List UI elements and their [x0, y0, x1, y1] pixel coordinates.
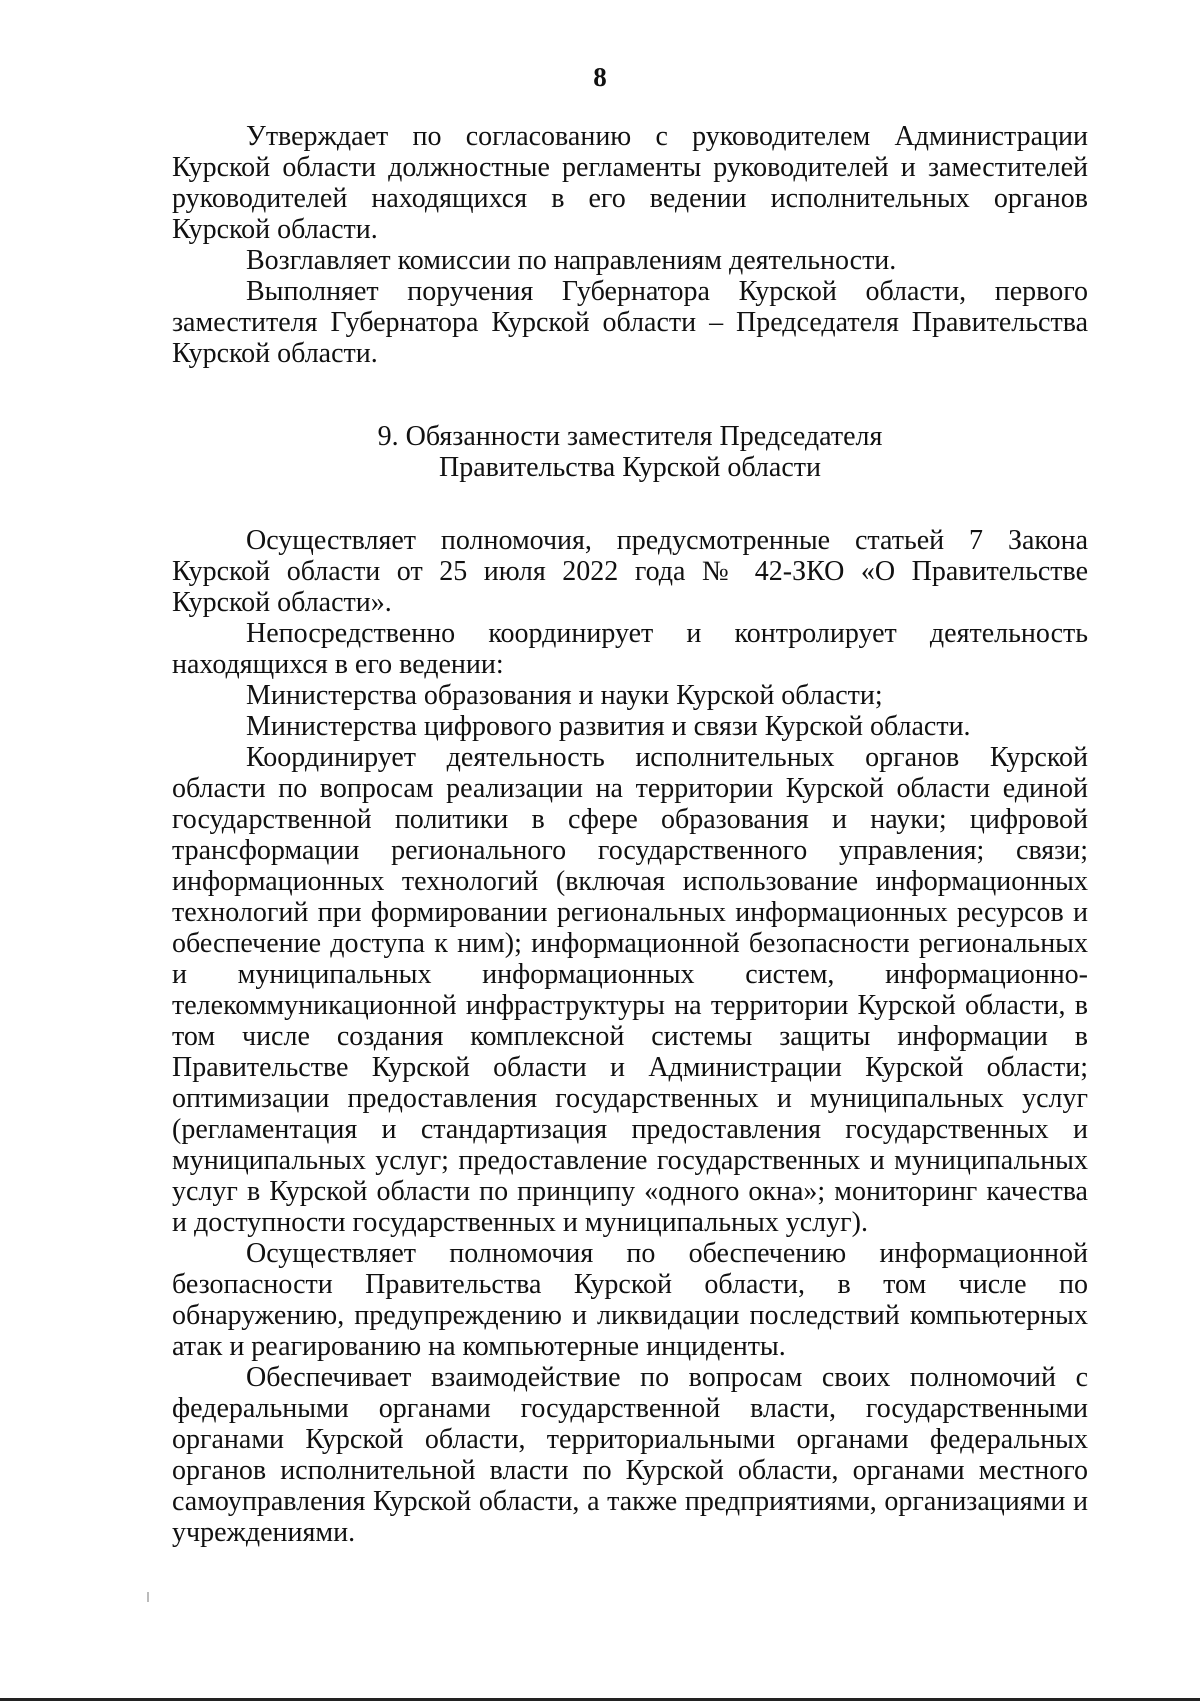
- paragraph-interaction: Обеспечивает взаимодействие по вопросам своих полномочий с федеральными органами государственной власти, государственными органами Курской области, территориальными органами федеральных органов исполнительной власти по Курской области, органами местного самоуправления Курской области, а также предприятиями, организациями и учреждениями.: [172, 1362, 1088, 1548]
- list-item-ministry-digital: Министерства цифрового развития и связи Курской области.: [246, 711, 971, 742]
- paragraph-information-security: Осуществляет полномочия по обеспечению информационной безопасности Правительства Курской области, в том числе по обнаружению, предупреждению и ликвидации последствий компьютерных атак и реагированию на компьютерные инциденты.: [172, 1238, 1088, 1362]
- document-body: [172, 121, 1088, 1548]
- paragraph-executes-orders: Выполняет поручения Губернатора Курской области, первого заместителя Губернатора Курской области – Председателя Правительства Курской области.: [172, 276, 1088, 369]
- paragraph-coordinates-directly: Непосредственно координирует и контролирует деятельность находящихся в его ведении:: [172, 618, 1088, 680]
- page-number: 8: [593, 62, 607, 92]
- list-item-ministry-education: Министерства образования и науки Курской области;: [246, 680, 883, 711]
- page-bottom-edge: [0, 1698, 1200, 1701]
- paragraph-exercises-powers: Осуществляет полномочия, предусмотренные статьей 7 Закона Курской области от 25 июля 2022 года № 42-ЗКО «О Правительстве Курской области».: [172, 525, 1088, 618]
- section-heading: [172, 421, 1088, 483]
- scan-artifact: [147, 1592, 149, 1602]
- paragraph-approves-regulations: Утверждает по согласованию с руководителем Администрации Курской области должностные регламенты руководителей и заместителей руководителей находящихся в его ведении исполнительных органов Курской области.: [172, 121, 1088, 245]
- section-heading-line-2: Правительства Курской области: [439, 452, 821, 483]
- section-heading-line-1: 9. Обязанности заместителя Председателя: [377, 421, 883, 452]
- paragraph-heads-commissions: Возглавляет комиссии по направлениям деятельности.: [246, 245, 897, 276]
- paragraph-coordinates-activity: Координирует деятельность исполнительных органов Курской области по вопросам реализации на территории Курской области единой государственной политики в сфере образования и науки; цифровой трансформации регионального государственного управления; связи; информационных технологий (включая использование информационных технологий при формировании региональных информационных ресурсов и обеспечение доступа к ним); информационной безопасности региональных и муниципальных информационных систем, информационно-телекоммуникационной инфраструктуры на территории Курской области, в том числе создания комплексной системы защиты информации в Правительстве Курской области и Администрации Курской области; оптимизации предоставления государственных и муниципальных услуг (регламентация и стандартизация предоставления государственных и муниципальных услуг; предоставление государственных и муниципальных услуг в Курской области по принципу «одного окна»; мониторинг качества и доступности государственных и муниципальных услуг).: [172, 742, 1088, 1238]
